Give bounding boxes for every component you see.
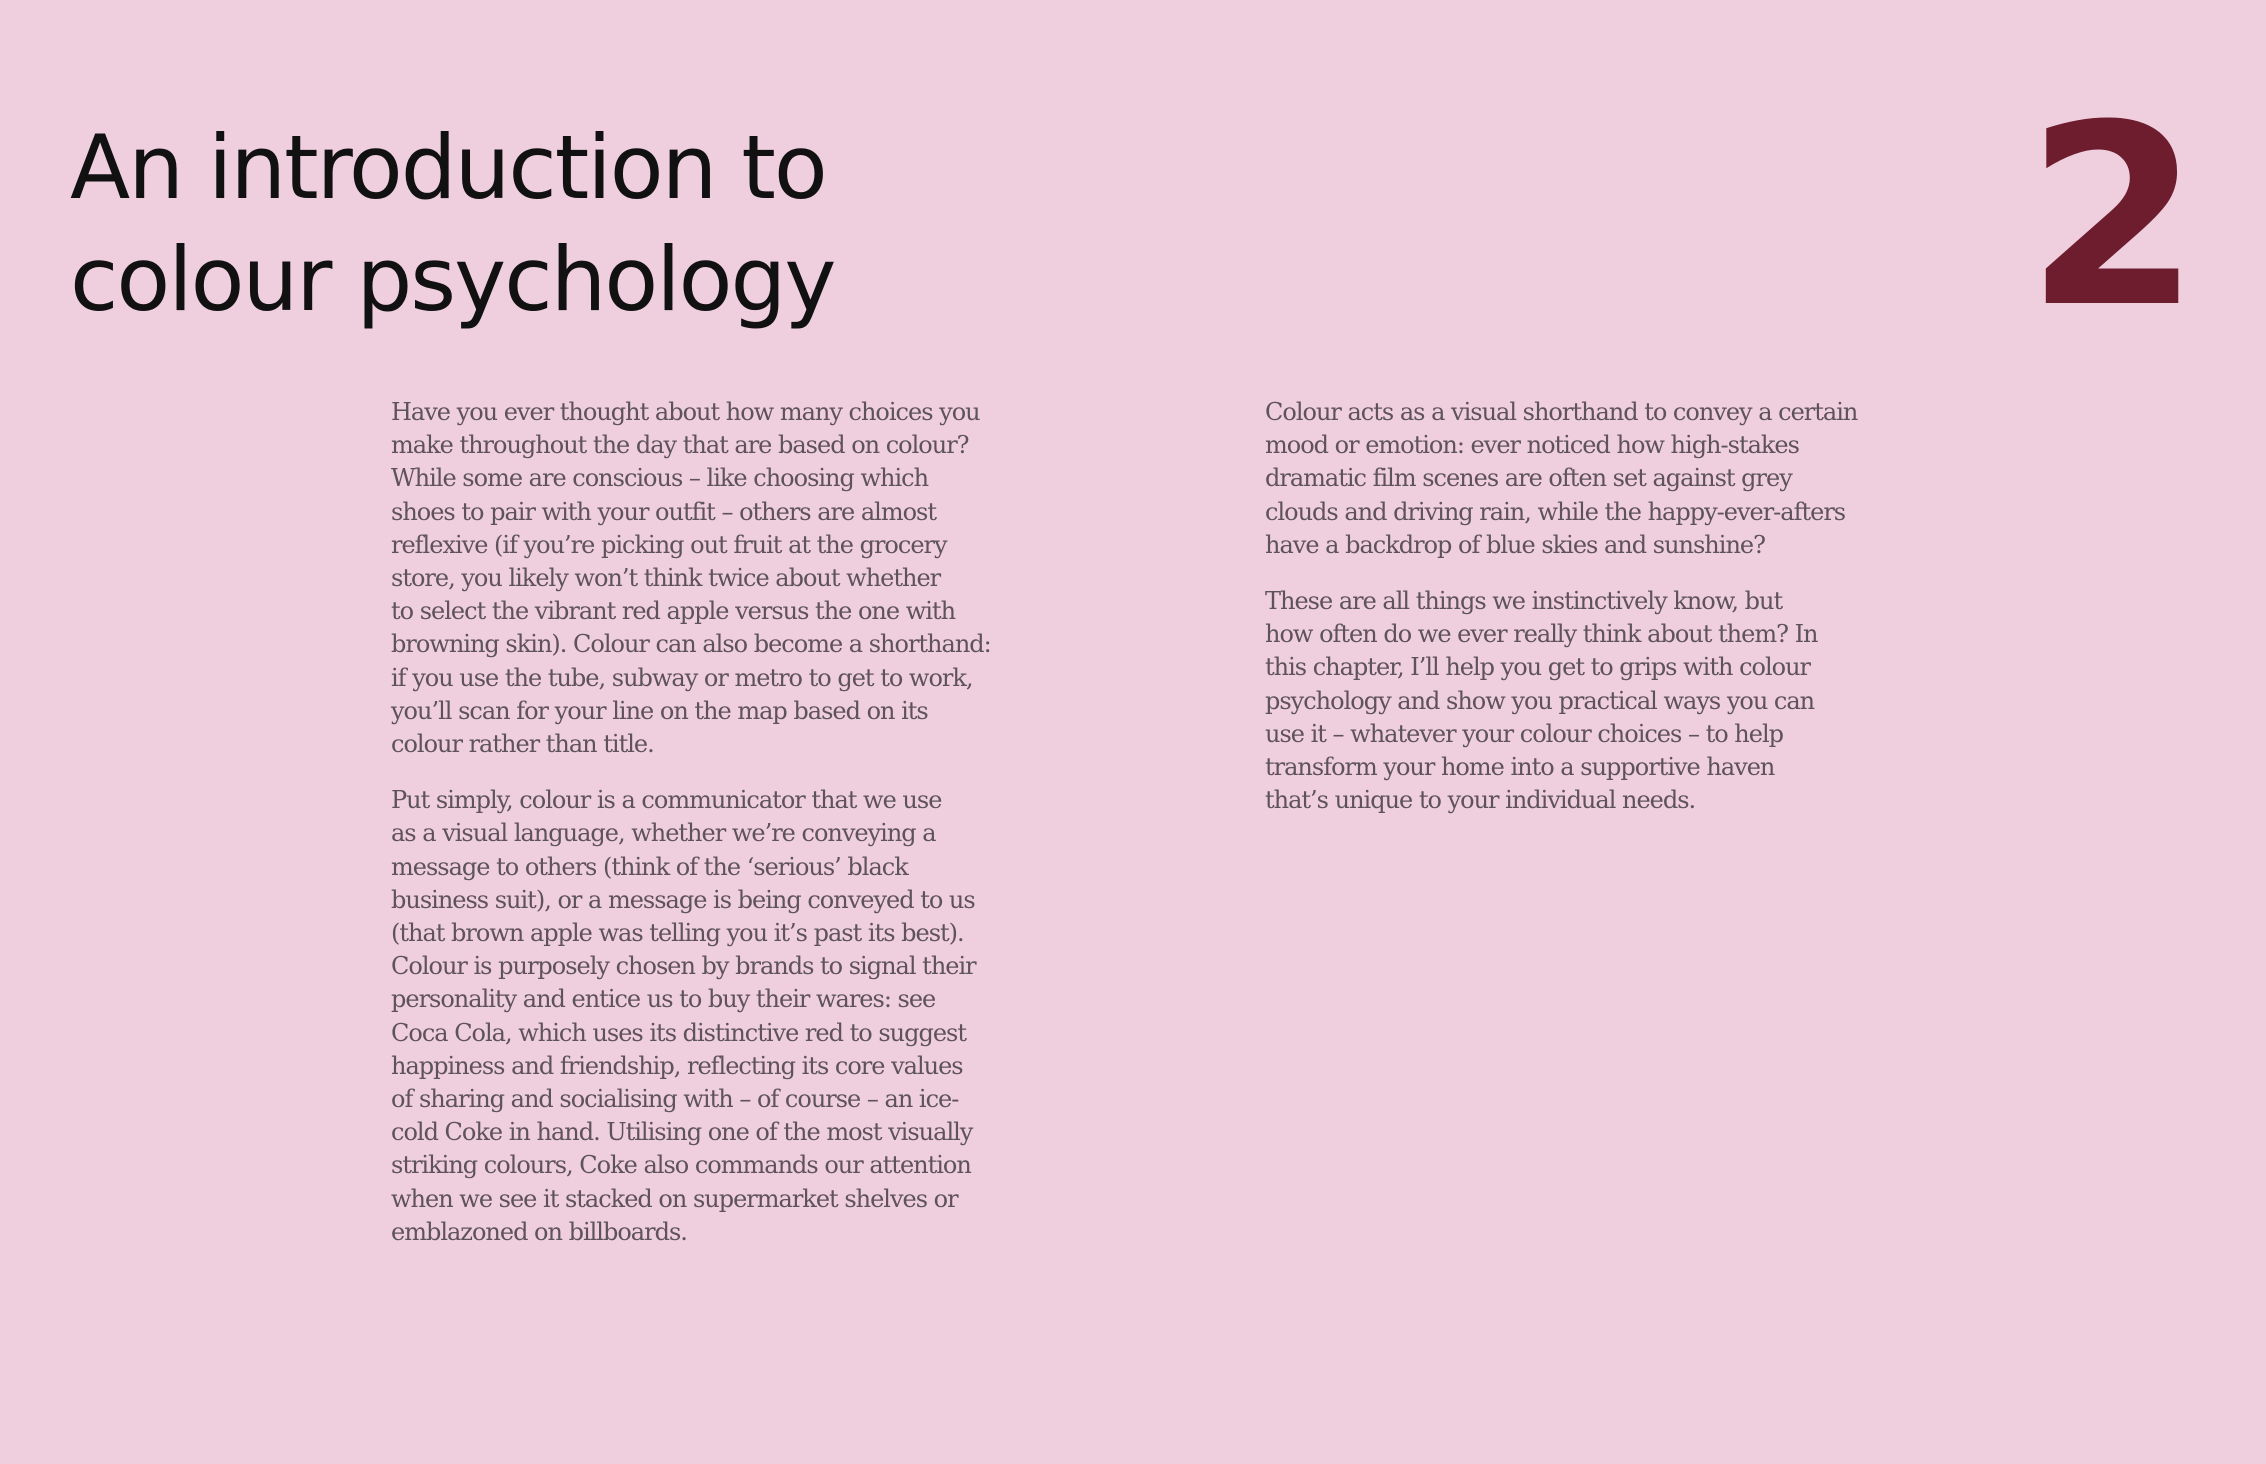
- text-line: if you use the tube, subway or metro to get to work,: [391, 663, 973, 692]
- text-line: message to others (think of the ‘serious’ black: [391, 852, 908, 881]
- text-line: when we see it stacked on supermarket shelves or: [391, 1184, 958, 1213]
- text-line: Have you ever thought about how many choices you: [391, 398, 980, 426]
- text-line: use it – whatever your colour choices – to help: [1265, 719, 1784, 748]
- text-line: that’s unique to your individual needs.: [1265, 786, 1696, 815]
- text-line: Colour acts as a visual shorthand to convey a certain: [1265, 398, 1858, 426]
- text-line: to select the vibrant red apple versus the one with: [391, 597, 956, 626]
- text-line: Colour is purposely chosen by brands to signal their: [391, 952, 976, 981]
- body-paragraph: [391, 784, 1031, 1249]
- text-line: Coca Cola, which uses its distinctive red to suggest: [391, 1018, 966, 1047]
- chapter-number: 2: [2026, 71, 2194, 362]
- text-line: how often do we ever really think about them? In: [1265, 620, 1818, 649]
- body-column-left: [391, 396, 1031, 1272]
- chapter-title-line: colour psychology: [70, 228, 835, 331]
- text-line: browning skin). Colour can also become a shorthand:: [391, 630, 991, 659]
- body-paragraph: [1265, 585, 1905, 817]
- text-line: These are all things we instinctively know, but: [1265, 587, 1783, 616]
- chapter-title-line: An introduction to: [70, 116, 826, 219]
- text-line: this chapter, I’ll help you get to grips with colour: [1265, 653, 1811, 682]
- text-line: shoes to pair with your outfit – others are almost: [391, 497, 937, 526]
- body-paragraph: [391, 396, 1031, 761]
- text-line: make throughout the day that are based on colour?: [391, 431, 969, 460]
- text-line: reflexive (if you’re picking out fruit at the grocery: [391, 530, 947, 559]
- chapter-title: [70, 112, 970, 336]
- text-line: as a visual language, whether we’re conveying a: [391, 819, 936, 848]
- text-line: you’ll scan for your line on the map based on its: [391, 696, 928, 725]
- text-line: cold Coke in hand. Utilising one of the most visually: [391, 1118, 973, 1147]
- text-line: While some are conscious – like choosing which: [391, 464, 929, 493]
- text-line: dramatic film scenes are often set against grey: [1265, 464, 1792, 493]
- text-line: psychology and show you practical ways you can: [1265, 686, 1815, 715]
- text-line: business suit), or a message is being conveyed to us: [391, 885, 975, 914]
- text-line: store, you likely won’t think twice about whether: [391, 564, 941, 593]
- text-line: personality and entice us to buy their wares: see: [391, 985, 936, 1014]
- body-column-right: [1265, 396, 1905, 840]
- text-line: happiness and friendship, reflecting its core values: [391, 1051, 963, 1080]
- text-line: emblazoned on billboards.: [391, 1217, 687, 1246]
- text-line: colour rather than title.: [391, 730, 654, 759]
- text-line: of sharing and socialising with – of course – an ice-: [391, 1085, 959, 1114]
- text-line: striking colours, Coke also commands our attention: [391, 1151, 971, 1180]
- text-line: (that brown apple was telling you it’s past its best).: [391, 919, 964, 948]
- text-line: clouds and driving rain, while the happy-ever-afters: [1265, 497, 1846, 526]
- text-line: mood or emotion: ever noticed how high-stakes: [1265, 431, 1799, 460]
- text-line: have a backdrop of blue skies and sunshine?: [1265, 530, 1765, 559]
- body-paragraph: [1265, 396, 1905, 562]
- text-line: transform your home into a supportive haven: [1265, 753, 1775, 782]
- text-line: Put simply, colour is a communicator that we use: [391, 786, 942, 815]
